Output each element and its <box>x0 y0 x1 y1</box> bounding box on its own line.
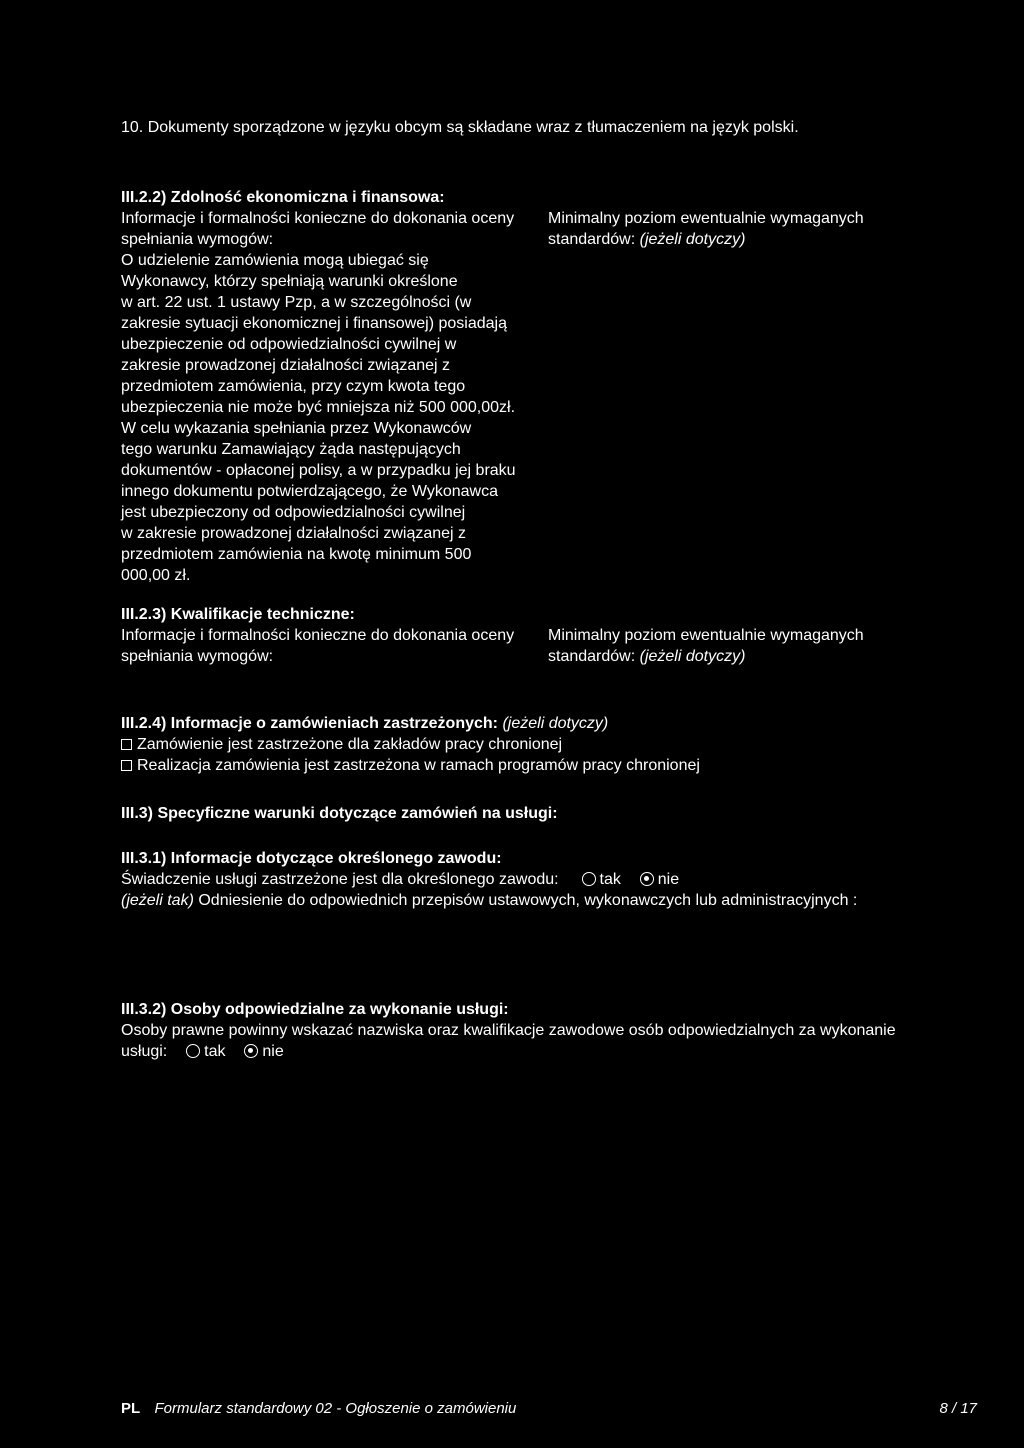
page-footer <box>121 1398 977 1419</box>
section-note: (jeżeli dotyczy) <box>502 715 609 732</box>
description-line: w zakresie prowadzonej działalności związanej z <box>121 525 467 542</box>
option-label: Zamówienie jest zastrzeżone dla zakładów pracy chronionej <box>137 736 563 753</box>
section-title: III.2.3) Kwalifikacje techniczne: <box>121 606 355 623</box>
left-header-line-2: spełniania wymogów: <box>121 231 274 248</box>
section-title: III.2.4) Informacje o zamówieniach zastrzeżonych: <box>121 715 498 732</box>
radio-tak-label: tak <box>599 871 621 888</box>
legal-reference-row <box>121 890 857 911</box>
left-header-line-1: Informacje i formalności konieczne do dokonania oceny <box>121 210 515 227</box>
description-line: W celu wykazania spełniania przez Wykonawców <box>121 420 472 437</box>
section-profession <box>121 848 857 911</box>
right-header-line-1: Minimalny poziom ewentualnie wymaganych <box>548 210 864 227</box>
criteria-header <box>121 208 901 250</box>
right-header-line-1: Minimalny poziom ewentualnie wymaganych <box>548 627 864 644</box>
description-line: Wykonawcy, którzy spełniają warunki określone <box>121 273 458 290</box>
radio-nie-label: nie <box>262 1043 284 1060</box>
criteria-header <box>121 625 901 667</box>
profession-question-row <box>121 869 857 890</box>
section-technical-qualifications <box>121 604 901 667</box>
radio-tak-label: tak <box>204 1043 226 1060</box>
radio-nie-label: nie <box>657 871 680 888</box>
section-service-conditions-title: III.3) Specyficzne warunki dotyczące zamówień na usługi: <box>121 805 558 822</box>
section-economic-capacity <box>121 187 901 586</box>
left-header-line-2: spełniania wymogów: <box>121 648 274 665</box>
description-line: przedmiotem zamówienia na kwotę minimum 500 <box>121 546 472 563</box>
responsible-staff-row <box>121 1041 896 1062</box>
description-line: O udzielenie zamówienia mogą ubiegać się <box>121 252 429 269</box>
right-column-header <box>548 208 908 250</box>
footer-form-name: Formularz standardowy 02 - Ogłoszenie o zamówieniu <box>154 1400 517 1417</box>
description-line: innego dokumentu potwierdzającego, że Wykonawca <box>121 483 498 500</box>
checkbox-icon[interactable] <box>121 760 132 771</box>
description-line: dokumentów - opłaconej polisy, a w przypadku jej braku <box>121 462 516 479</box>
description-line: jest ubezpieczony od odpowiedzialności cywilnej <box>121 504 466 521</box>
documents-language-note: 10. Dokumenty sporządzone w języku obcym są składane wraz z tłumaczeniem na język polski. <box>121 119 799 136</box>
section-reserved-contracts <box>121 713 700 776</box>
checkbox-icon[interactable] <box>121 739 132 750</box>
right-column-header <box>548 625 908 667</box>
radio-tak-icon[interactable] <box>582 872 596 886</box>
section-title: III.3.1) Informacje dotyczące określonego zawodu: <box>121 850 502 867</box>
radio-nie-selected-icon[interactable] <box>640 872 654 886</box>
responsible-staff-text: Osoby prawne powinny wskazać nazwiska oraz kwalifikacje zawodowe osób odpowiedzialnych za wykonanie <box>121 1022 896 1039</box>
left-column-header <box>121 625 547 667</box>
section-title: III.2.2) Zdolność ekonomiczna i finansowa: <box>121 189 445 206</box>
if-yes-note: (jeżeli tak) <box>121 892 194 909</box>
description-line: w art. 22 ust. 1 ustawy Pzp, a w szczególności (w <box>121 294 472 311</box>
description-line: zakresie prowadzonej działalności związanej z <box>121 357 451 374</box>
economic-capacity-description <box>121 250 561 586</box>
description-line: przedmiotem zamówienia, przy czym kwota tego <box>121 378 466 395</box>
description-line: ubezpieczenie od odpowiedzialności cywilnej w <box>121 336 457 353</box>
description-line: ubezpieczenia nie może być mniejsza niż 500 000,00zł. <box>121 399 516 416</box>
right-header-note: (jeżeli dotyczy) <box>639 648 746 665</box>
right-header-line-2: standardów: <box>548 648 636 665</box>
left-column-header <box>121 208 547 250</box>
left-header-line-1: Informacje i formalności konieczne do dokonania oceny <box>121 627 515 644</box>
radio-tak-icon[interactable] <box>186 1044 200 1058</box>
right-header-note: (jeżeli dotyczy) <box>639 231 746 248</box>
services-label: usługi: <box>121 1043 168 1060</box>
reserved-option-sheltered-programmes[interactable] <box>121 755 700 776</box>
legal-reference-text: Odniesienie do odpowiednich przepisów ustawowych, wykonawczych lub administracyjnych : <box>198 892 858 909</box>
footer-page-number: 8 / 17 <box>939 1400 977 1417</box>
reserved-option-sheltered-workshops[interactable] <box>121 734 700 755</box>
option-label: Realizacja zamówienia jest zastrzeżona w ramach programów pracy chronionej <box>137 757 700 774</box>
radio-nie-selected-icon[interactable] <box>244 1044 258 1058</box>
description-line: tego warunku Zamawiający żąda następujących <box>121 441 461 458</box>
description-line: zakresie sytuacji ekonomicznej i finansowej) posiadają <box>121 315 507 332</box>
right-header-line-2: standardów: <box>548 231 636 248</box>
description-line: 000,00 zł. <box>121 567 191 584</box>
section-responsible-staff <box>121 999 896 1062</box>
profession-question: Świadczenie usługi zastrzeżone jest dla określonego zawodu: <box>121 871 559 888</box>
section-title: III.3.2) Osoby odpowiedzialne za wykonanie usługi: <box>121 1001 509 1018</box>
footer-language: PL <box>121 1400 141 1417</box>
